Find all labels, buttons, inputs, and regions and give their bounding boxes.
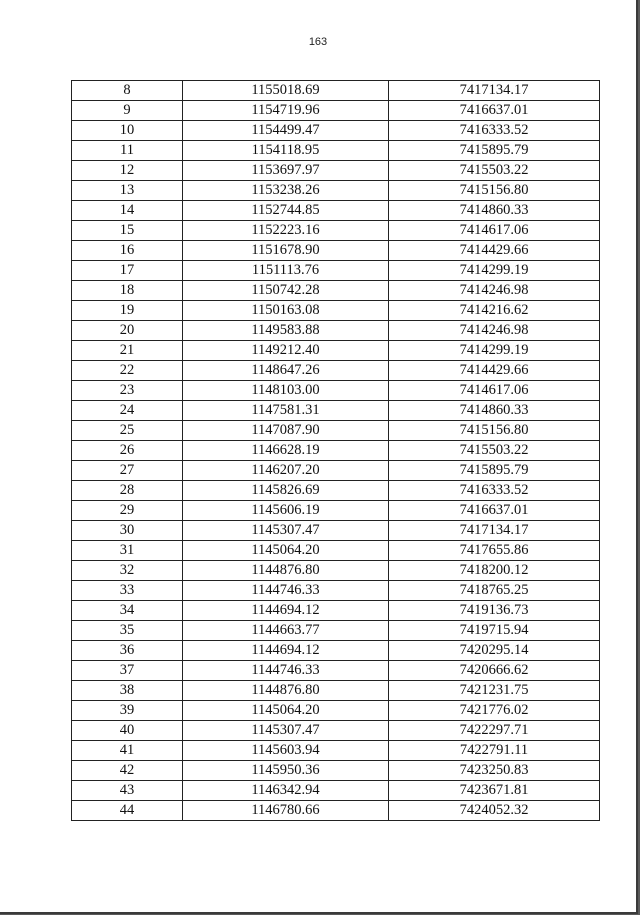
- table-row: [72, 661, 600, 681]
- point-number-cell: 14: [72, 201, 183, 221]
- table-row: [72, 561, 600, 581]
- point-number-cell: 37: [72, 661, 183, 681]
- point-number-cell: 27: [72, 461, 183, 481]
- y-coordinate-cell: 7414299.19: [389, 261, 600, 281]
- point-number-cell: 38: [72, 681, 183, 701]
- y-coordinate-cell: 7422297.71: [389, 721, 600, 741]
- point-number-cell: 42: [72, 761, 183, 781]
- y-coordinate-cell: 7414860.33: [389, 401, 600, 421]
- table-row: [72, 401, 600, 421]
- point-number-cell: 41: [72, 741, 183, 761]
- table-row: [72, 221, 600, 241]
- table-row: [72, 161, 600, 181]
- x-coordinate-cell: 1150742.28: [183, 281, 389, 301]
- y-coordinate-cell: 7415895.79: [389, 141, 600, 161]
- x-coordinate-cell: 1154118.95: [183, 141, 389, 161]
- x-coordinate-cell: 1145603.94: [183, 741, 389, 761]
- y-coordinate-cell: 7420295.14: [389, 641, 600, 661]
- x-coordinate-cell: 1153238.26: [183, 181, 389, 201]
- point-number-cell: 12: [72, 161, 183, 181]
- table-row: [72, 241, 600, 261]
- coordinates-table: [71, 80, 600, 821]
- x-coordinate-cell: 1144746.33: [183, 581, 389, 601]
- y-coordinate-cell: 7419136.73: [389, 601, 600, 621]
- y-coordinate-cell: 7416637.01: [389, 101, 600, 121]
- y-coordinate-cell: 7422791.11: [389, 741, 600, 761]
- point-number-cell: 13: [72, 181, 183, 201]
- table-row: [72, 181, 600, 201]
- x-coordinate-cell: 1144876.80: [183, 681, 389, 701]
- x-coordinate-cell: 1146207.20: [183, 461, 389, 481]
- x-coordinate-cell: 1145307.47: [183, 521, 389, 541]
- y-coordinate-cell: 7414299.19: [389, 341, 600, 361]
- x-coordinate-cell: 1150163.08: [183, 301, 389, 321]
- table-row: [72, 781, 600, 801]
- point-number-cell: 21: [72, 341, 183, 361]
- y-coordinate-cell: 7418765.25: [389, 581, 600, 601]
- x-coordinate-cell: 1144694.12: [183, 641, 389, 661]
- x-coordinate-cell: 1145606.19: [183, 501, 389, 521]
- y-coordinate-cell: 7416637.01: [389, 501, 600, 521]
- y-coordinate-cell: 7424052.32: [389, 801, 600, 821]
- x-coordinate-cell: 1151113.76: [183, 261, 389, 281]
- table-row: [72, 341, 600, 361]
- table-row: [72, 481, 600, 501]
- x-coordinate-cell: 1155018.69: [183, 81, 389, 101]
- table-row: [72, 321, 600, 341]
- x-coordinate-cell: 1144746.33: [183, 661, 389, 681]
- x-coordinate-cell: 1145064.20: [183, 541, 389, 561]
- x-coordinate-cell: 1152223.16: [183, 221, 389, 241]
- table-row: [72, 521, 600, 541]
- table-row: [72, 601, 600, 621]
- point-number-cell: 34: [72, 601, 183, 621]
- x-coordinate-cell: 1149583.88: [183, 321, 389, 341]
- table-row: [72, 621, 600, 641]
- table-row: [72, 641, 600, 661]
- y-coordinate-cell: 7420666.62: [389, 661, 600, 681]
- y-coordinate-cell: 7419715.94: [389, 621, 600, 641]
- x-coordinate-cell: 1144663.77: [183, 621, 389, 641]
- point-number-cell: 40: [72, 721, 183, 741]
- y-coordinate-cell: 7414246.98: [389, 321, 600, 341]
- x-coordinate-cell: 1148647.26: [183, 361, 389, 381]
- y-coordinate-cell: 7421231.75: [389, 681, 600, 701]
- x-coordinate-cell: 1147581.31: [183, 401, 389, 421]
- point-number-cell: 20: [72, 321, 183, 341]
- point-number-cell: 23: [72, 381, 183, 401]
- table-row: [72, 101, 600, 121]
- table-row: [72, 581, 600, 601]
- table-row: [72, 301, 600, 321]
- table-row: [72, 501, 600, 521]
- y-coordinate-cell: 7415895.79: [389, 461, 600, 481]
- y-coordinate-cell: 7415503.22: [389, 161, 600, 181]
- point-number-cell: 33: [72, 581, 183, 601]
- x-coordinate-cell: 1149212.40: [183, 341, 389, 361]
- table-row: [72, 721, 600, 741]
- point-number-cell: 31: [72, 541, 183, 561]
- point-number-cell: 22: [72, 361, 183, 381]
- table-row: [72, 141, 600, 161]
- table-row: [72, 421, 600, 441]
- table-row: [72, 261, 600, 281]
- y-coordinate-cell: 7415503.22: [389, 441, 600, 461]
- x-coordinate-cell: 1151678.90: [183, 241, 389, 261]
- table-row: [72, 121, 600, 141]
- y-coordinate-cell: 7421776.02: [389, 701, 600, 721]
- y-coordinate-cell: 7414429.66: [389, 241, 600, 261]
- y-coordinate-cell: 7423250.83: [389, 761, 600, 781]
- point-number-cell: 29: [72, 501, 183, 521]
- x-coordinate-cell: 1145950.36: [183, 761, 389, 781]
- table-row: [72, 201, 600, 221]
- point-number-cell: 25: [72, 421, 183, 441]
- point-number-cell: 28: [72, 481, 183, 501]
- y-coordinate-cell: 7423671.81: [389, 781, 600, 801]
- point-number-cell: 32: [72, 561, 183, 581]
- point-number-cell: 16: [72, 241, 183, 261]
- point-number-cell: 36: [72, 641, 183, 661]
- table-row: [72, 81, 600, 101]
- table-row: [72, 761, 600, 781]
- table-row: [72, 281, 600, 301]
- point-number-cell: 11: [72, 141, 183, 161]
- y-coordinate-cell: 7418200.12: [389, 561, 600, 581]
- x-coordinate-cell: 1154499.47: [183, 121, 389, 141]
- table-row: [72, 541, 600, 561]
- point-number-cell: 44: [72, 801, 183, 821]
- point-number-cell: 8: [72, 81, 183, 101]
- y-coordinate-cell: 7415156.80: [389, 421, 600, 441]
- y-coordinate-cell: 7414216.62: [389, 301, 600, 321]
- point-number-cell: 35: [72, 621, 183, 641]
- x-coordinate-cell: 1147087.90: [183, 421, 389, 441]
- table-row: [72, 801, 600, 821]
- y-coordinate-cell: 7416333.52: [389, 121, 600, 141]
- point-number-cell: 10: [72, 121, 183, 141]
- table-row: [72, 461, 600, 481]
- y-coordinate-cell: 7417655.86: [389, 541, 600, 561]
- point-number-cell: 43: [72, 781, 183, 801]
- table-row: [72, 681, 600, 701]
- y-coordinate-cell: 7416333.52: [389, 481, 600, 501]
- x-coordinate-cell: 1145826.69: [183, 481, 389, 501]
- table-row: [72, 741, 600, 761]
- y-coordinate-cell: 7415156.80: [389, 181, 600, 201]
- x-coordinate-cell: 1146342.94: [183, 781, 389, 801]
- x-coordinate-cell: 1144876.80: [183, 561, 389, 581]
- coordinates-table-body: [72, 81, 600, 821]
- point-number-cell: 26: [72, 441, 183, 461]
- x-coordinate-cell: 1146780.66: [183, 801, 389, 821]
- x-coordinate-cell: 1154719.96: [183, 101, 389, 121]
- page-number: 163: [308, 36, 328, 48]
- x-coordinate-cell: 1145307.47: [183, 721, 389, 741]
- y-coordinate-cell: 7414246.98: [389, 281, 600, 301]
- point-number-cell: 9: [72, 101, 183, 121]
- point-number-cell: 39: [72, 701, 183, 721]
- y-coordinate-cell: 7417134.17: [389, 521, 600, 541]
- x-coordinate-cell: 1153697.97: [183, 161, 389, 181]
- y-coordinate-cell: 7414860.33: [389, 201, 600, 221]
- x-coordinate-cell: 1145064.20: [183, 701, 389, 721]
- table-row: [72, 701, 600, 721]
- table-row: [72, 441, 600, 461]
- point-number-cell: 17: [72, 261, 183, 281]
- x-coordinate-cell: 1148103.00: [183, 381, 389, 401]
- table-row: [72, 361, 600, 381]
- point-number-cell: 24: [72, 401, 183, 421]
- point-number-cell: 15: [72, 221, 183, 241]
- y-coordinate-cell: 7414429.66: [389, 361, 600, 381]
- x-coordinate-cell: 1144694.12: [183, 601, 389, 621]
- point-number-cell: 19: [72, 301, 183, 321]
- table-row: [72, 381, 600, 401]
- x-coordinate-cell: 1146628.19: [183, 441, 389, 461]
- point-number-cell: 18: [72, 281, 183, 301]
- y-coordinate-cell: 7414617.06: [389, 381, 600, 401]
- point-number-cell: 30: [72, 521, 183, 541]
- y-coordinate-cell: 7414617.06: [389, 221, 600, 241]
- y-coordinate-cell: 7417134.17: [389, 81, 600, 101]
- x-coordinate-cell: 1152744.85: [183, 201, 389, 221]
